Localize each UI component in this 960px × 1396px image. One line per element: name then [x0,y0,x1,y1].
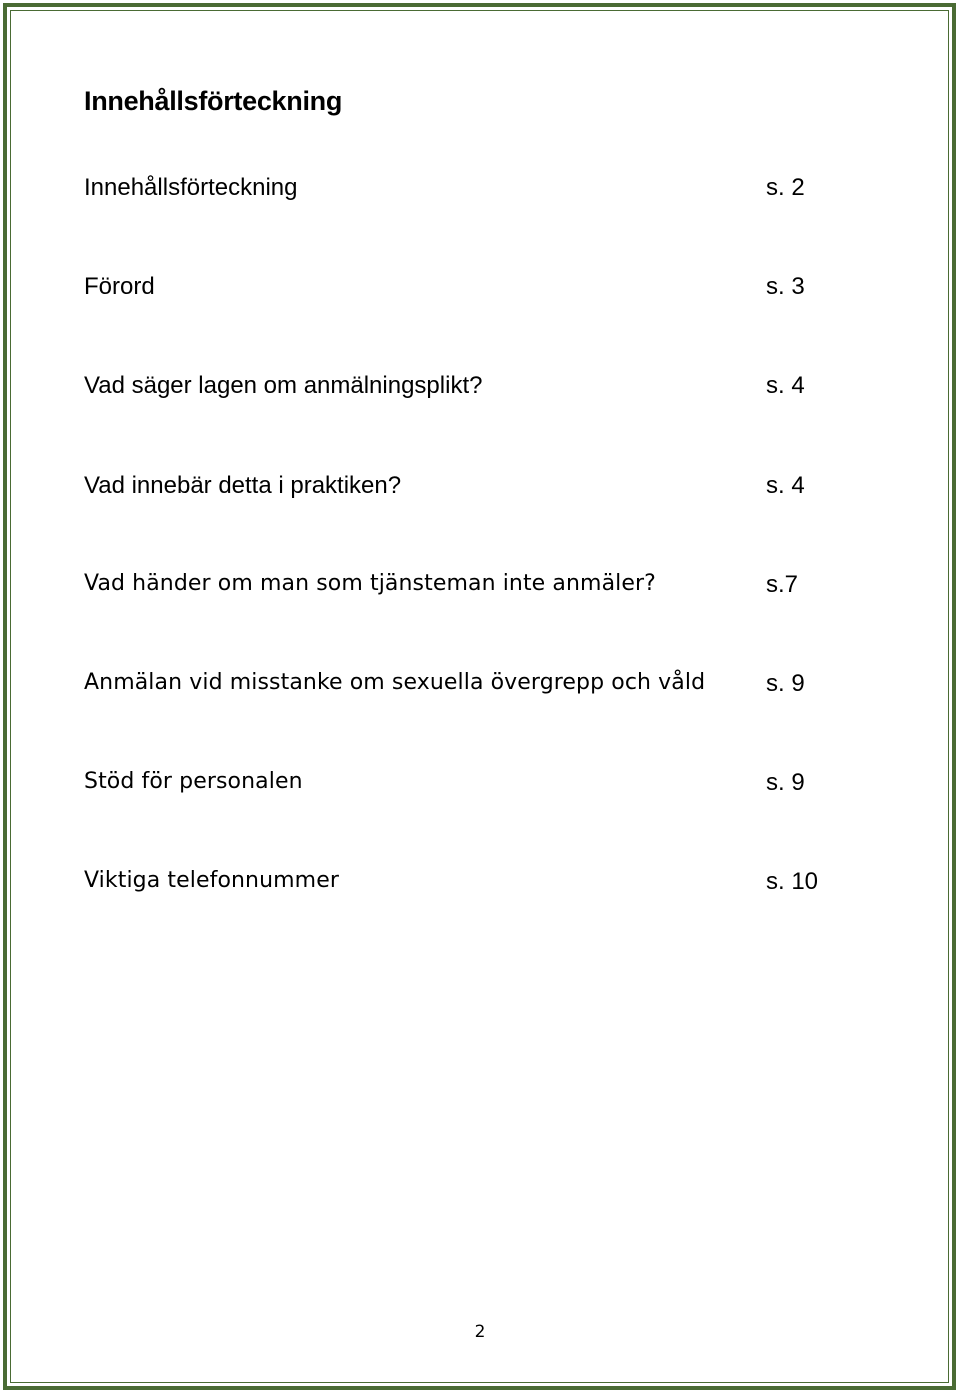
toc-entry [84,174,844,206]
toc-entry-label: Stöd för personalen [84,769,303,794]
toc-heading: Innehållsförteckning [84,86,343,116]
toc-entry-label: Vad händer om man som tjänsteman inte anmäler? [84,571,656,596]
toc-entry [84,769,844,801]
toc-entry [84,571,844,603]
toc-entry-page: s.7 [766,571,799,598]
toc-entry-label: Viktiga telefonnummer [84,868,339,893]
toc-entry [84,670,844,702]
toc-entry-label: Innehållsförteckning [84,174,298,201]
toc-entry-page: s. 4 [766,472,805,499]
page-number: 2 [474,1322,486,1342]
toc-entry [84,868,844,900]
toc-entry-page: s. 4 [766,372,805,399]
toc-entry-label: Förord [84,273,155,300]
toc-entry-page: s. 3 [766,273,805,300]
toc-entry-label: Anmälan vid misstanke om sexuella övergrepp och våld [84,670,706,695]
toc-entry [84,273,844,305]
toc-entry-page: s. 10 [766,868,819,895]
toc-entry [84,472,844,504]
toc-entry-page: s. 9 [766,670,805,697]
toc-entry [84,372,844,404]
toc-entry-label: Vad innebär detta i praktiken? [84,472,402,499]
toc-entry-page: s. 2 [766,174,805,201]
toc-entry-label: Vad säger lagen om anmälningsplikt? [84,372,483,399]
toc-entry-page: s. 9 [766,769,805,796]
